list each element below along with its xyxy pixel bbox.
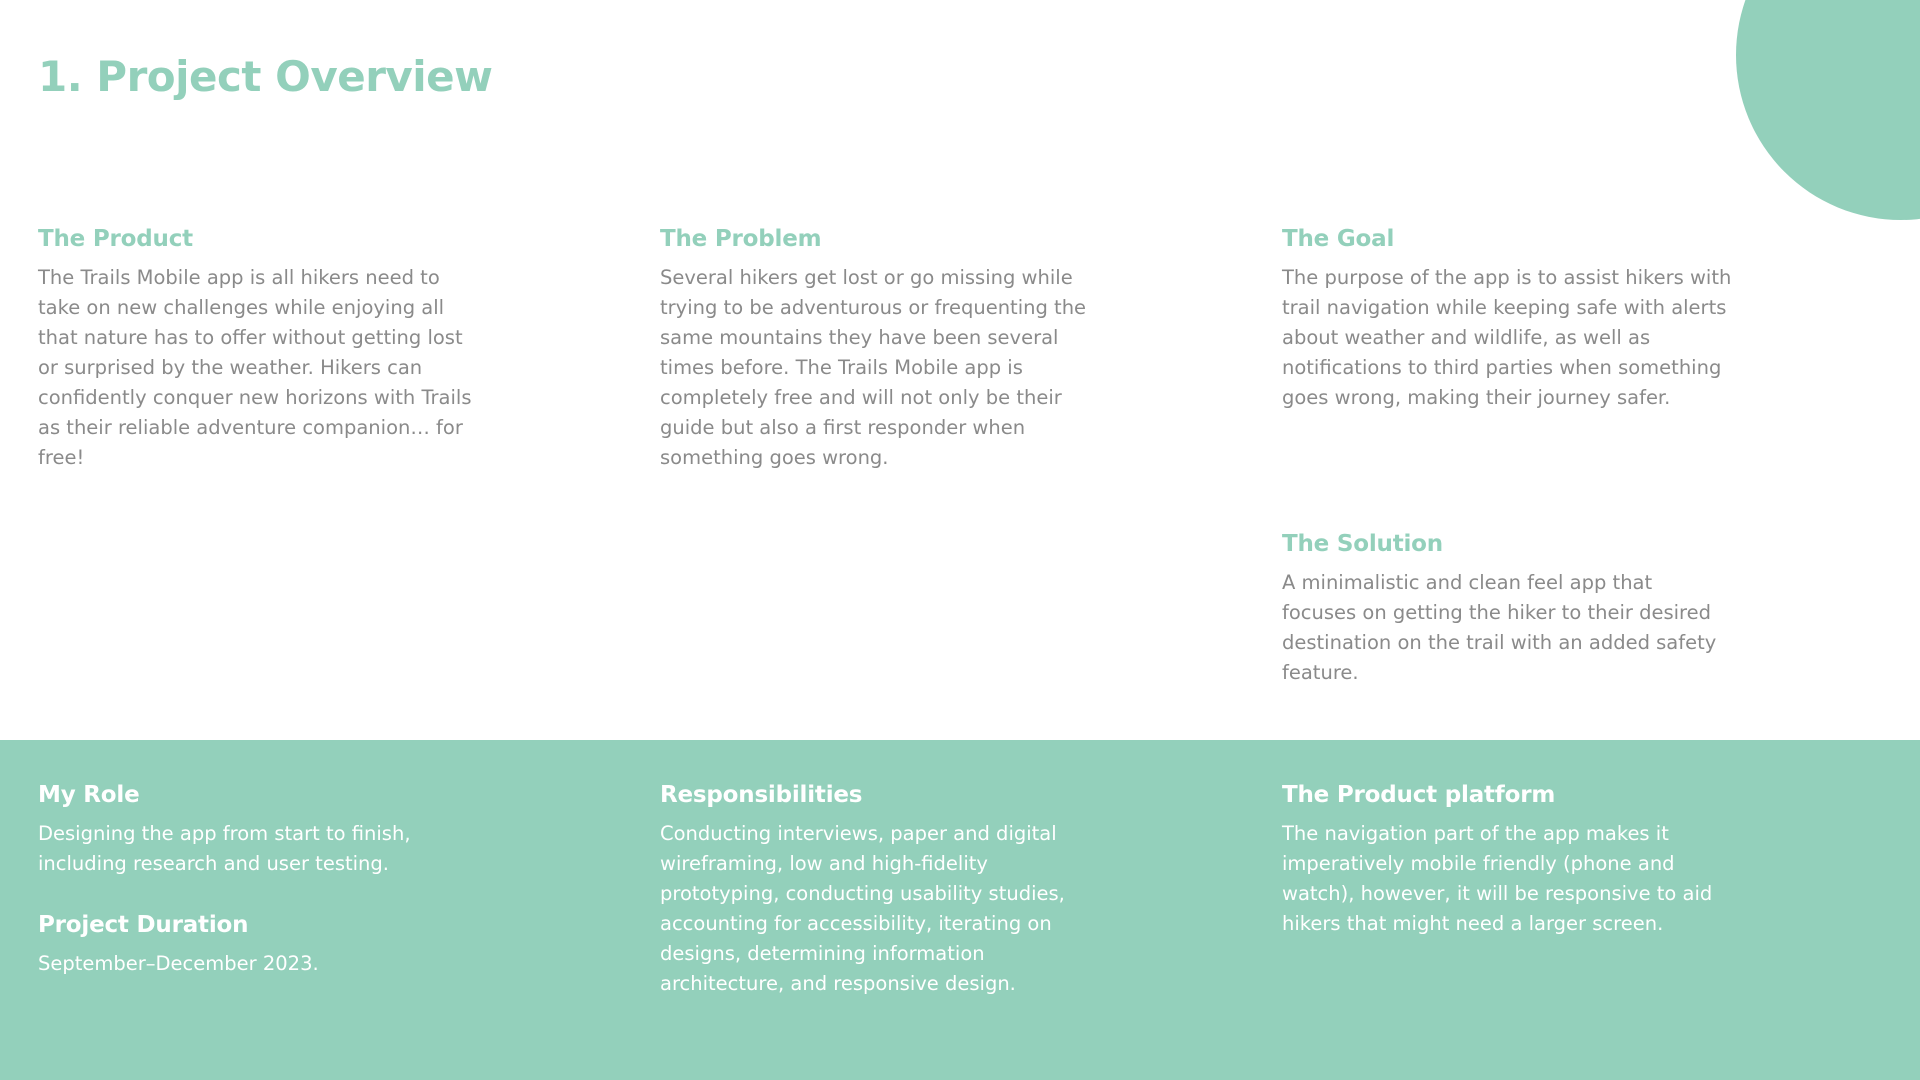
decorative-circle bbox=[1736, 0, 1920, 220]
responsibilities-heading: Responsibilities bbox=[660, 782, 863, 808]
duration-heading: Project Duration bbox=[38, 912, 249, 938]
platform-heading: The Product platform bbox=[1282, 782, 1556, 808]
product-section bbox=[38, 224, 488, 473]
goal-body: The purpose of the app is to assist hikers with trail navigation while keeping safe with alerts about weather and wildlife, as well as notifications to third parties when something goes wrong, making their journey safer. bbox=[1282, 266, 1732, 410]
solution-section bbox=[1282, 529, 1732, 688]
duration-section bbox=[38, 910, 458, 979]
role-section bbox=[38, 780, 458, 879]
product-heading: The Product bbox=[38, 226, 193, 252]
problem-body: Several hikers get lost or go missing while trying to be adventurous or frequenting the same mountains they have been several times before. The Trails Mobile app is completely free and will not only be their guide but also a first responder when something goes wrong. bbox=[660, 266, 1087, 470]
platform-body: The navigation part of the app makes it imperatively mobile friendly (phone and watch), however, it will be responsive to aid hikers that might need a larger screen. bbox=[1282, 822, 1713, 936]
responsibilities-section bbox=[660, 780, 1100, 999]
problem-section bbox=[660, 224, 1100, 473]
goal-heading: The Goal bbox=[1282, 226, 1395, 252]
role-heading: My Role bbox=[38, 782, 140, 808]
problem-heading: The Problem bbox=[660, 226, 822, 252]
details-band bbox=[0, 740, 1920, 1080]
solution-body: A minimalistic and clean feel app that focuses on getting the hiker to their desired destination on the trail with an added safety feature. bbox=[1282, 571, 1717, 685]
page-title: 1. Project Overview bbox=[38, 52, 493, 101]
responsibilities-body: Conducting interviews, paper and digital wireframing, low and high-fidelity prototyping, conducting usability studies, accounting for accessibility, iterating on designs, determining information architecture, and responsive design. bbox=[660, 822, 1065, 996]
duration-body: September–December 2023. bbox=[38, 952, 319, 976]
platform-section bbox=[1282, 780, 1732, 939]
product-body: The Trails Mobile app is all hikers need to take on new challenges while enjoying all that nature has to offer without getting lost or surprised by the weather. Hikers can confidently conquer new horizons with Trails as their reliable adventure companion… for free! bbox=[38, 266, 472, 470]
role-body: Designing the app from start to finish, including research and user testing. bbox=[38, 822, 411, 876]
goal-section bbox=[1282, 224, 1732, 413]
solution-heading: The Solution bbox=[1282, 531, 1443, 557]
